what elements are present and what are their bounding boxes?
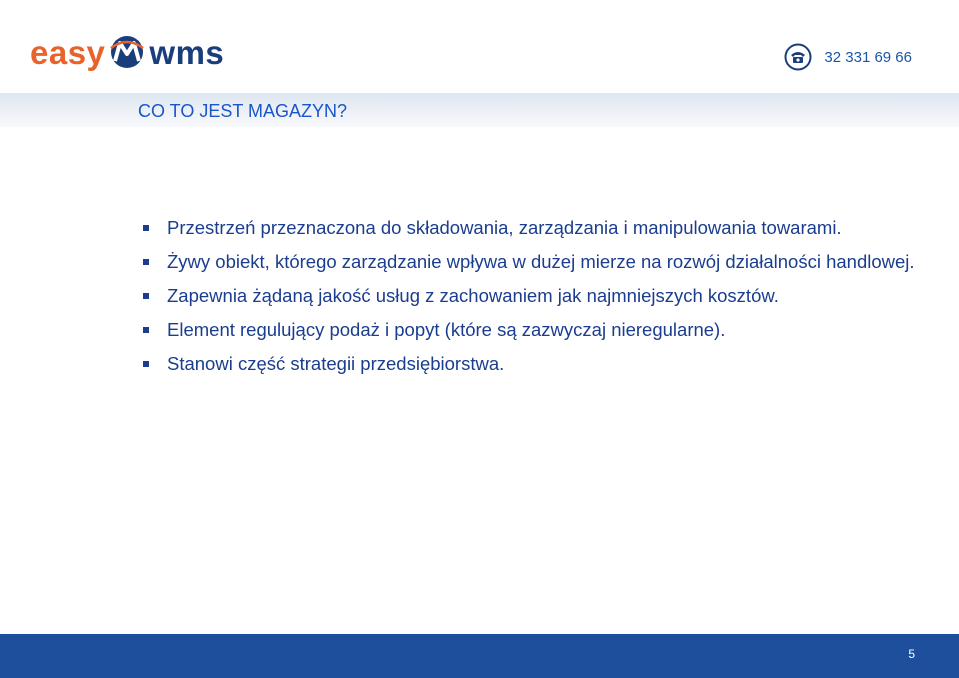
bullet-list — [143, 215, 923, 385]
bullet-text: Żywy obiekt, którego zarządzanie wpływa w dużej mierze na rozwój działalności handlowej. — [167, 251, 915, 272]
footer-bar — [0, 634, 959, 678]
phone-contact — [784, 43, 912, 71]
bullet-square-icon — [143, 225, 149, 231]
bullet-square-icon — [143, 327, 149, 333]
easywms-logo — [30, 32, 224, 72]
bullet-text: Element regulujący podaż i popyt (które są zazwyczaj nieregularne). — [167, 319, 726, 340]
list-item — [143, 249, 923, 275]
list-item — [143, 351, 923, 377]
slide-title: CO TO JEST MAGAZYN? — [138, 101, 348, 121]
page-number: 5 — [908, 647, 915, 661]
bullet-text: Zapewnia żądaną jakość usług z zachowaniem jak najmniejszych kosztów. — [167, 285, 779, 306]
logo-easy-text: easy — [30, 33, 106, 71]
list-item — [143, 283, 923, 309]
bullet-text: Przestrzeń przeznaczona do składowania, zarządzania i manipulowania towarami. — [167, 217, 842, 238]
list-item — [143, 215, 923, 241]
bullet-square-icon — [143, 259, 149, 265]
telephone-icon — [784, 43, 812, 71]
bullet-square-icon — [143, 293, 149, 299]
list-item — [143, 317, 923, 343]
phone-number: 32 331 69 66 — [824, 48, 912, 66]
bullet-square-icon — [143, 361, 149, 367]
bullet-text: Stanowi część strategii przedsiębiorstwa. — [167, 353, 505, 374]
logo-wms-text: wms — [149, 33, 225, 71]
wms-m-logo-icon — [107, 34, 147, 70]
